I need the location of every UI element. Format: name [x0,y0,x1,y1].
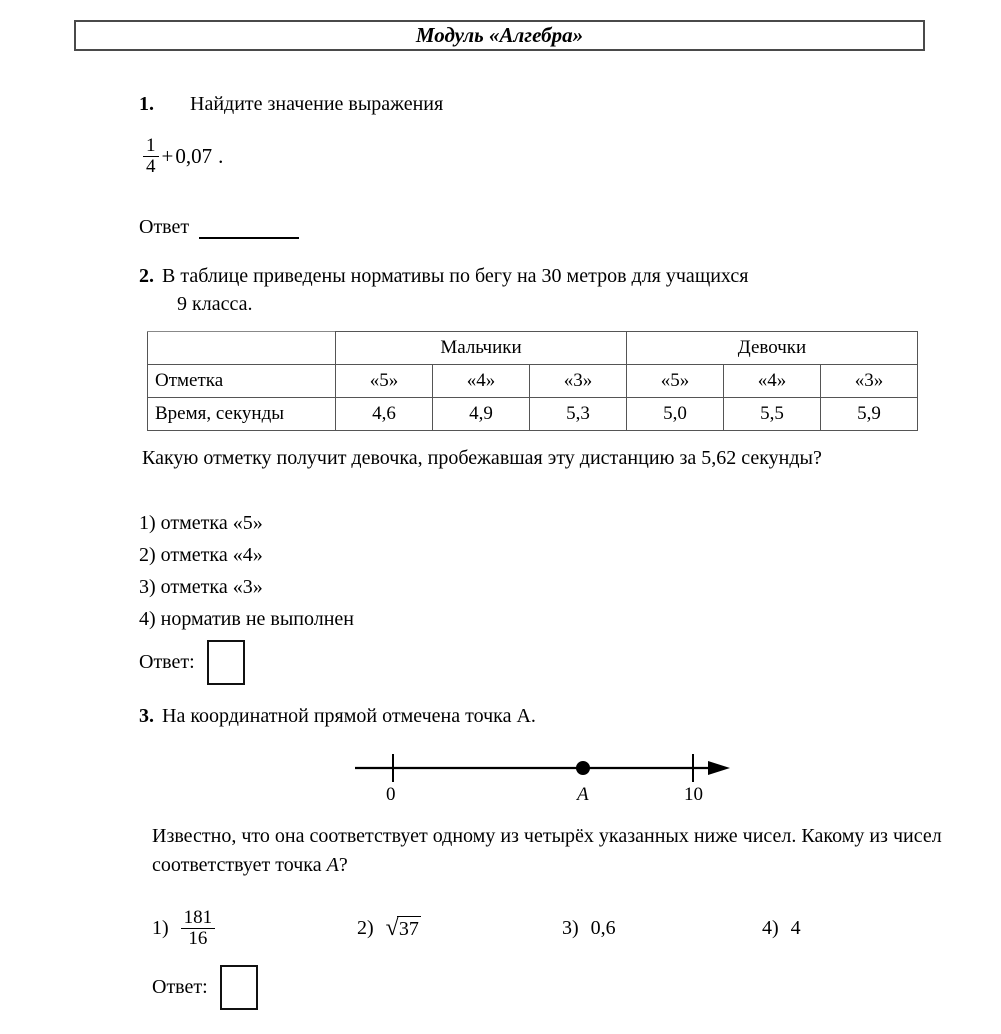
number-line-arrowhead [708,761,730,775]
table-cell-mark-boys-3: «3» [529,365,626,398]
table-row-label-mark: Отметка [148,365,336,398]
task-3-prompt-row [139,705,536,728]
number-line-svg [340,748,740,788]
task-3-text-line2-after: ? [338,854,348,876]
table-cell-time-boys-4: 4,9 [432,398,529,431]
task-3-description [152,822,942,880]
number-line-label-10: 10 [684,784,703,805]
expression-period: . [218,143,224,168]
task-3-option-list [152,900,952,956]
task-3-option-3[interactable] [562,900,616,956]
fraction-denominator: 4 [143,156,159,177]
task-3-text-line1: Известно, что она соответствует одному из четырёх указанных ниже чисел. [152,825,797,847]
task-3-option-1[interactable] [152,900,215,956]
number-line-label-0: 0 [386,784,396,805]
running-standards-table [147,331,918,431]
table-row-marks [148,365,918,398]
square-root-icon [386,916,421,941]
task-2-answer-box[interactable] [207,640,245,685]
task-1-expression [143,136,223,177]
task-2-question-line1: Какую отметку получит девочка, пробежавшая эту дистанцию за 5,62 [142,447,737,469]
task-2-option-2[interactable]: 2) отметка «4» [139,544,263,566]
task-3-prompt-text: На координатной прямой отмечена точка А. [162,705,536,727]
table-cell-empty-corner [148,332,336,365]
task-1-answer-blank[interactable] [199,220,299,239]
plus-operator: + [161,143,174,168]
module-header-box [74,20,925,51]
task-3-option-3-marker: 3) [562,916,579,939]
decimal-term: 0,07 [175,143,213,168]
task-1-number: 1. [139,93,154,115]
task-3-option-1-marker: 1) [152,916,169,939]
task-3-option-2[interactable] [357,900,421,956]
task-2-question [74,444,940,473]
task-3-point-label-italic: A [326,854,339,876]
task-1-prompt-text: Найдите значение выражения [190,93,444,115]
task-3-number: 3. [139,705,154,727]
task-3-answer-box[interactable] [220,965,258,1010]
task-3-answer-row [152,965,258,1010]
number-line-label-a: A [577,784,589,805]
task-3-option-4-marker: 4) [762,916,779,939]
task-2-option-list [139,513,354,641]
task-2-question-line2: секунды? [741,447,822,469]
task-3-option-4[interactable] [762,900,801,956]
task-2-option-1[interactable]: 1) отметка «5» [139,512,263,534]
table-cell-time-boys-3: 5,3 [529,398,626,431]
table-cell-time-girls-3: 5,9 [820,398,917,431]
table-row-group-headers [148,332,918,365]
table-cell-time-girls-5: 5,0 [626,398,723,431]
task-2-answer-label: Ответ: [139,651,195,673]
task-2-prompt-line1: В таблице приведены нормативы по бегу на 30 метров для учащихся [162,265,749,287]
task-2-number: 2. [139,265,154,287]
table-header-boys: Мальчики [336,332,627,365]
number-line-figure [340,748,740,805]
task-1-answer-row [139,216,299,239]
table-cell-mark-boys-4: «4» [432,365,529,398]
table-header-girls: Девочки [626,332,917,365]
task-2-answer-row [139,640,245,685]
table-cell-mark-boys-5: «5» [336,365,433,398]
page-title: Модуль «Алгебра» [415,23,584,47]
task-3-option-4-value: 4 [790,916,801,939]
table-cell-time-boys-5: 4,6 [336,398,433,431]
task-3-option-2-radicand: 37 [398,917,419,940]
table-row-label-time: Время, секунды [148,398,336,431]
fraction-181-over-16 [181,908,216,949]
task-3-answer-label: Ответ: [152,976,208,998]
table-cell-time-girls-4: 5,5 [723,398,820,431]
table-cell-mark-girls-3: «3» [820,365,917,398]
fraction-one-quarter [143,136,159,177]
task-3-text-line2-before: Какому из чисел соответствует точка [152,825,942,876]
radical-sign: √ [385,914,399,941]
number-line-point-a [576,761,590,775]
task-3-option-1-denominator: 16 [181,928,216,949]
table-row-times [148,398,918,431]
fraction-numerator: 1 [146,135,156,156]
task-1-answer-label: Ответ [139,216,190,238]
task-2-prompt-line2: 9 класса. [177,293,253,316]
task-1-prompt-row [139,93,443,116]
table-cell-mark-girls-5: «5» [626,365,723,398]
task-2-prompt [139,262,939,319]
task-2-option-4[interactable]: 4) норматив не выполнен [139,608,354,630]
task-3-option-1-numerator: 181 [183,906,213,928]
task-3-option-3-value: 0,6 [590,916,616,939]
task-2-option-3[interactable]: 3) отметка «3» [139,576,263,598]
table-cell-mark-girls-4: «4» [723,365,820,398]
task-3-option-2-marker: 2) [357,916,374,939]
